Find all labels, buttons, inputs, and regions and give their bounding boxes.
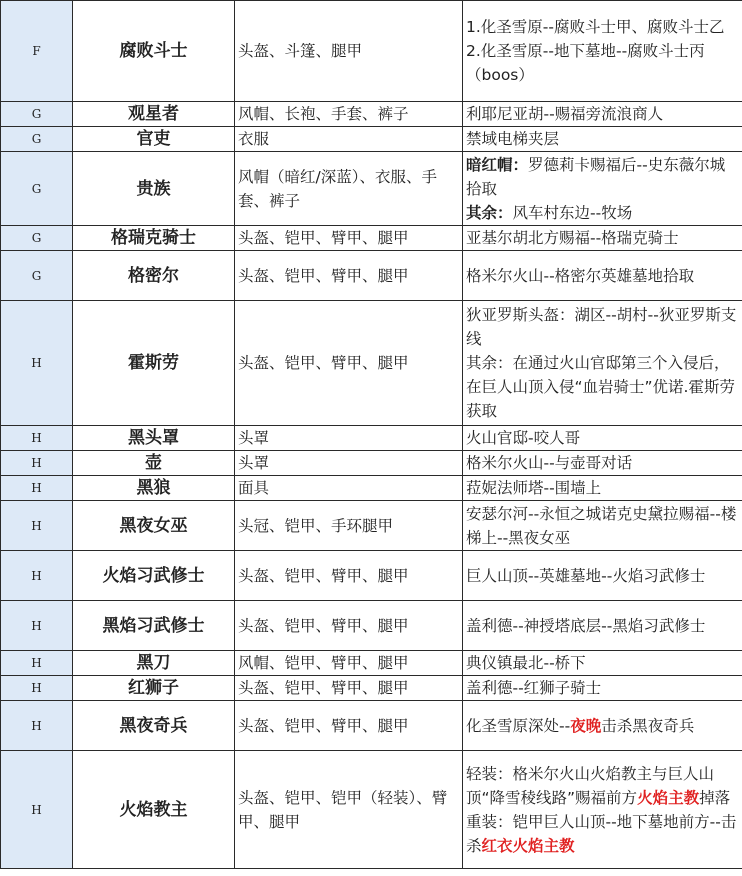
location-line: [466, 15, 739, 39]
armor-parts-cell: 面具: [235, 476, 463, 501]
grade-cell: H: [1, 501, 73, 551]
armor-name-cell: 黑夜女巫: [73, 501, 235, 551]
location-text: 盖利德--红狮子骑士: [466, 679, 602, 697]
location-cell: [463, 676, 742, 701]
location-text: 典仪镇最北--桥下: [466, 654, 586, 672]
location-line: [466, 226, 739, 250]
location-line: [466, 201, 739, 225]
grade-cell: H: [1, 651, 73, 676]
grade-cell: H: [1, 701, 73, 751]
armor-parts-cell: 头盔、铠甲、臂甲、腿甲: [235, 676, 463, 701]
location-line: [466, 451, 739, 475]
location-cell: [463, 476, 742, 501]
table-row: [1, 1, 742, 102]
location-line: [466, 714, 739, 738]
location-text: 火山官邸-咬人哥: [466, 429, 581, 447]
grade-cell: G: [1, 226, 73, 251]
armor-name-cell: 黑头罩: [73, 426, 235, 451]
location-text: 化圣雪原深处--: [466, 716, 571, 735]
location-text: 掉落: [699, 788, 731, 807]
grade-cell: G: [1, 152, 73, 226]
location-line: [466, 502, 739, 550]
location-text: 格米尔火山--格密尔英雄墓地拾取: [466, 266, 695, 285]
armor-name-cell: 观星者: [73, 102, 235, 127]
highlight-text: 夜晚: [570, 716, 602, 735]
location-text: 击杀黑夜奇兵: [601, 716, 695, 735]
armor-parts-cell: 头盔、铠甲、臂甲、腿甲: [235, 301, 463, 426]
armor-parts-cell: 头盔、铠甲、臂甲、腿甲: [235, 701, 463, 751]
armor-name-cell: 火焰习武修士: [73, 551, 235, 601]
location-line: [466, 264, 739, 288]
location-cell: [463, 251, 742, 301]
location-cell: [463, 301, 742, 426]
armor-name-cell: 红狮子: [73, 676, 235, 701]
armor-name-cell: 黑夜奇兵: [73, 701, 235, 751]
location-cell: [463, 751, 742, 869]
armor-parts-cell: 头盔、铠甲、臂甲、腿甲: [235, 226, 463, 251]
location-text: 菈妮法师塔--围墙上: [466, 479, 602, 497]
location-cell: [463, 501, 742, 551]
armor-name-cell: 腐败斗士: [73, 1, 235, 102]
location-text: 格米尔火山--与壶哥对话: [466, 454, 633, 472]
location-line: [466, 676, 739, 700]
armor-name-cell: 黑焰习武修士: [73, 601, 235, 651]
location-cell: [463, 601, 742, 651]
location-cell: [463, 1, 742, 102]
table-row: [1, 426, 742, 451]
armor-name-cell: 黑刀: [73, 651, 235, 676]
location-text: 1.化圣雪原--腐败斗士甲、腐败斗士乙: [466, 18, 725, 36]
location-text: 2.化圣雪原--地下墓地--腐败斗士丙（boos）: [466, 42, 705, 84]
table-row: [1, 651, 742, 676]
armor-parts-cell: 风帽（暗红/深蓝）、衣服、手套、裤子: [235, 152, 463, 226]
grade-cell: H: [1, 551, 73, 601]
armor-name-cell: 格密尔: [73, 251, 235, 301]
table-row: [1, 226, 742, 251]
table-row: [1, 476, 742, 501]
location-text: 重装：铠甲巨人山顶--地下墓地前方--击杀: [466, 812, 737, 855]
table-row: [1, 701, 742, 751]
grade-cell: G: [1, 102, 73, 127]
table-row: [1, 751, 742, 869]
location-text: 巨人山顶--英雄墓地--火焰习武修士: [466, 566, 706, 585]
location-text: 利耶尼亚胡--赐福旁流浪商人: [466, 105, 664, 123]
location-text: 禁域电梯夹层: [466, 130, 560, 148]
table-row: [1, 451, 742, 476]
table-row: [1, 501, 742, 551]
grade-cell: G: [1, 251, 73, 301]
armor-name-cell: 官吏: [73, 127, 235, 152]
location-line: [466, 651, 739, 675]
table-row: [1, 251, 742, 301]
location-text: 狄亚罗斯头盔：湖区--胡村--狄亚罗斯支线: [466, 306, 737, 348]
grade-cell: H: [1, 476, 73, 501]
location-line: [466, 351, 739, 423]
location-cell: [463, 127, 742, 152]
location-cell: [463, 551, 742, 601]
armor-parts-cell: 衣服: [235, 127, 463, 152]
location-cell: [463, 451, 742, 476]
table-row: [1, 301, 742, 426]
armor-name-cell: 火焰教主: [73, 751, 235, 869]
grade-cell: H: [1, 451, 73, 476]
location-cell: [463, 426, 742, 451]
armor-parts-cell: 头盔、铠甲、臂甲、腿甲: [235, 601, 463, 651]
location-text: 盖利德--神授塔底层--黑焰习武修士: [466, 616, 706, 635]
grade-cell: H: [1, 751, 73, 869]
table-row: [1, 601, 742, 651]
table-row: [1, 152, 742, 226]
location-cell: [463, 651, 742, 676]
grade-cell: H: [1, 426, 73, 451]
armor-parts-cell: 风帽、长袍、手套、裤子: [235, 102, 463, 127]
location-label: 暗红帽：: [466, 155, 529, 174]
location-line: [466, 614, 739, 638]
location-text: 风车村东边--牧场: [512, 203, 633, 222]
armor-parts-cell: 头盔、铠甲、铠甲（轻装）、臂甲、腿甲: [235, 751, 463, 869]
location-line: [466, 762, 739, 810]
table-row: [1, 551, 742, 601]
location-cell: [463, 701, 742, 751]
location-text: 安瑟尔河--永恒之城诺克史黛拉赐福--楼梯上--黑夜女巫: [466, 504, 737, 547]
location-line: [466, 153, 739, 201]
location-line: [466, 127, 739, 151]
armor-parts-cell: 风帽、铠甲、臂甲、腿甲: [235, 651, 463, 676]
grade-cell: F: [1, 1, 73, 102]
location-line: [466, 426, 739, 450]
grade-cell: G: [1, 127, 73, 152]
location-text: 轻装：格米尔火山火焰教主与巨人山顶“降雪稜线路”赐福前方: [466, 764, 715, 807]
armor-name-cell: 贵族: [73, 152, 235, 226]
armor-parts-cell: 头盔、斗篷、腿甲: [235, 1, 463, 102]
location-text: 亚基尔胡北方赐福--格瑞克骑士: [466, 229, 679, 247]
location-cell: [463, 152, 742, 226]
location-cell: [463, 102, 742, 127]
armor-parts-cell: 头罩: [235, 451, 463, 476]
highlight-text: 红衣火焰主教: [481, 836, 575, 855]
table-row: [1, 127, 742, 152]
armor-parts-cell: 头盔、铠甲、臂甲、腿甲: [235, 251, 463, 301]
location-line: [466, 39, 739, 87]
location-cell: [463, 226, 742, 251]
armor-name-cell: 格瑞克骑士: [73, 226, 235, 251]
location-line: [466, 810, 739, 858]
armor-name-cell: 黑狼: [73, 476, 235, 501]
location-line: [466, 102, 739, 126]
location-text: 罗德莉卡赐福后--史东薇尔城拾取: [466, 155, 726, 198]
armor-name-cell: 霍斯劳: [73, 301, 235, 426]
location-line: [466, 564, 739, 588]
table-row: [1, 676, 742, 701]
armor-parts-cell: 头盔、铠甲、臂甲、腿甲: [235, 551, 463, 601]
armor-parts-cell: 头冠、铠甲、手环腿甲: [235, 501, 463, 551]
armor-name-cell: 壶: [73, 451, 235, 476]
location-text: 其余：在通过火山官邸第三个入侵后，在巨人山顶入侵“血岩骑士”优诺.霍斯劳获取: [466, 354, 735, 420]
table-row: [1, 102, 742, 127]
grade-cell: H: [1, 301, 73, 426]
armor-parts-cell: 头罩: [235, 426, 463, 451]
grade-cell: H: [1, 676, 73, 701]
location-line: [466, 476, 739, 500]
location-label: 其余：: [466, 203, 513, 222]
location-line: [466, 303, 739, 351]
grade-cell: H: [1, 601, 73, 651]
highlight-text: 火焰主教: [637, 788, 700, 807]
